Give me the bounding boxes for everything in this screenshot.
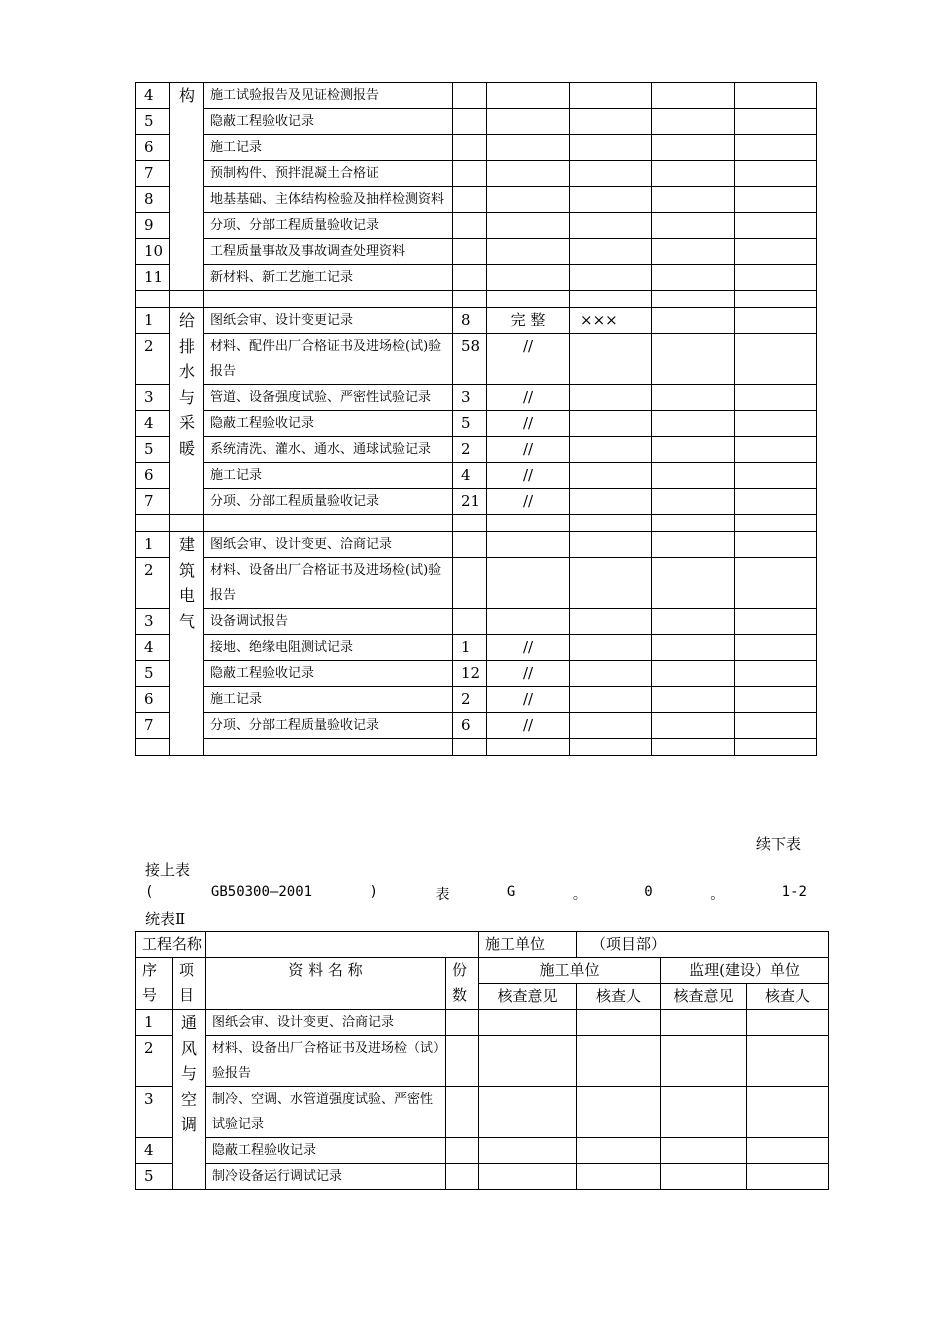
table-row: [136, 609, 817, 635]
checker-header: 核查人: [577, 984, 661, 1010]
document-name: 施工记录: [204, 687, 453, 713]
ref-table-word: 表: [435, 887, 450, 903]
row-number: 11: [136, 265, 170, 291]
row-number: 8: [136, 187, 170, 213]
document-name: 隐蔽工程验收记录: [206, 1138, 446, 1164]
header-char: 份: [452, 961, 468, 979]
row-number: 5: [136, 661, 170, 687]
row-number: 7: [136, 713, 170, 739]
category-char: 与: [179, 387, 196, 407]
document-name: 材料、配件出厂合格证书及进场检(试)验报告: [204, 334, 453, 385]
copies-count: 1: [453, 635, 487, 661]
reviewer: ×××: [570, 308, 652, 334]
copies-count: 6: [453, 713, 487, 739]
opinion-header: 核查意见: [479, 984, 577, 1010]
continued-from-note: 接上表: [145, 861, 191, 879]
category-char: 采: [179, 413, 196, 432]
table-row: [136, 687, 817, 713]
document-name: 材料、设备出厂合格证书及进场检(试)验报告: [204, 558, 453, 609]
row-number: 6: [136, 463, 170, 489]
category-char: 调: [181, 1115, 198, 1134]
document-name: 系统清洗、灌水、通水、通球试验记录: [204, 437, 453, 463]
category-char: 与: [181, 1064, 198, 1083]
document-name: 图纸会审、设计变更记录: [204, 308, 453, 334]
category-char: 风: [181, 1038, 198, 1058]
table-row: [136, 1010, 829, 1036]
review-opinion: //: [487, 713, 570, 739]
review-opinion: //: [487, 334, 570, 385]
review-opinion: 完 整: [487, 308, 570, 334]
row-number: 1: [136, 1010, 173, 1036]
review-opinion: //: [487, 437, 570, 463]
copies-header: [446, 958, 479, 1010]
category-structure: [170, 83, 204, 291]
project-name-value: [206, 932, 479, 958]
standard-reference: [145, 884, 807, 904]
row-number: 4: [136, 635, 170, 661]
construction-unit-value: （项目部）: [577, 932, 829, 958]
table-row: [136, 239, 817, 265]
header-char: 目: [179, 986, 195, 1004]
document-name: 隐蔽工程验收记录: [204, 661, 453, 687]
table-row: [136, 1164, 829, 1190]
header-char: 号: [142, 986, 158, 1004]
document-name: 分项、分部工程质量验收记录: [204, 489, 453, 515]
project-name-label: 工程名称: [136, 932, 206, 958]
copies-count: 8: [453, 308, 487, 334]
row-number: 4: [136, 83, 170, 109]
checker-header: 核查人: [747, 984, 829, 1010]
review-opinion: //: [487, 635, 570, 661]
ref-zero: 0: [644, 884, 653, 900]
table-row: [136, 135, 817, 161]
category-building-electrical: [170, 532, 204, 756]
document-name: 施工试验报告及见证检测报告: [204, 83, 453, 109]
item-header: [173, 958, 206, 1010]
review-opinion: //: [487, 411, 570, 437]
spacer-row: [136, 291, 817, 308]
category-char: 排: [179, 336, 196, 356]
review-opinion: //: [487, 489, 570, 515]
table-row: [136, 1087, 829, 1138]
category-char: 通: [181, 1013, 198, 1032]
category-char: 空: [181, 1089, 198, 1109]
row-number: 6: [136, 135, 170, 161]
table-row: [136, 161, 817, 187]
review-opinion: //: [487, 661, 570, 687]
copies-count: 5: [453, 411, 487, 437]
seq-header: [136, 958, 173, 1010]
header-char: 项: [179, 961, 195, 979]
category-char: 构: [179, 86, 196, 105]
row-number: 1: [136, 308, 170, 334]
document-name: 接地、绝缘电阻测试记录: [204, 635, 453, 661]
table-row: [136, 411, 817, 437]
document-name: 隐蔽工程验收记录: [204, 109, 453, 135]
document-name: 新材料、新工艺施工记录: [204, 265, 453, 291]
row-number: 5: [136, 1164, 173, 1190]
row-number: 4: [136, 411, 170, 437]
document-name: 图纸会审、设计变更、洽商记录: [206, 1010, 446, 1036]
document-name: 图纸会审、设计变更、洽商记录: [204, 532, 453, 558]
table-row: [136, 265, 817, 291]
header-char: 数: [452, 986, 468, 1004]
review-opinion: //: [487, 385, 570, 411]
table-row: [136, 308, 817, 334]
table-row: [136, 213, 817, 239]
document-name: 设备调试报告: [204, 609, 453, 635]
continued-note: 续下表: [756, 835, 802, 853]
row-number: 2: [136, 558, 170, 609]
document-name: 隐蔽工程验收记录: [204, 411, 453, 437]
ref-number: 1-2: [781, 884, 807, 900]
spacer-row: [136, 515, 817, 532]
ref-open-paren: (: [145, 884, 154, 900]
row-number: 6: [136, 687, 170, 713]
category-char: 给: [179, 311, 196, 330]
table-row: [136, 385, 817, 411]
table-row: [136, 558, 817, 609]
header-char: 序: [142, 961, 158, 979]
document-name: 管道、设备强度试验、严密性试验记录: [204, 385, 453, 411]
doc-name-header: 资 料 名 称: [206, 958, 446, 1010]
review-opinion: //: [487, 687, 570, 713]
table-row: [136, 532, 817, 558]
spacer-row: [136, 739, 817, 756]
category-char: 气: [179, 611, 196, 631]
document-checklist-table-upper: [135, 82, 817, 756]
document-name: 制冷设备运行调试记录: [206, 1164, 446, 1190]
copies-count: 2: [453, 687, 487, 713]
row-number: 2: [136, 334, 170, 385]
document-name: 施工记录: [204, 135, 453, 161]
row-number: 4: [136, 1138, 173, 1164]
row-number: 1: [136, 532, 170, 558]
project-header-row: [136, 932, 829, 958]
row-number: 7: [136, 489, 170, 515]
supervision-unit-header: 监理(建设）单位: [661, 958, 829, 984]
table-row: [136, 1036, 829, 1087]
review-opinion: //: [487, 463, 570, 489]
ref-standard-code: GB50300—2001: [210, 884, 313, 900]
category-char: 暖: [179, 438, 196, 458]
document-name: 制冷、空调、水管道强度试验、严密性试验记录: [206, 1087, 446, 1138]
category-hvac: [173, 1010, 206, 1190]
table-subtitle: 统表Ⅱ: [145, 910, 186, 928]
table-row: [136, 489, 817, 515]
document-name: 地基基础、主体结构检验及抽样检测资料: [204, 187, 453, 213]
copies-count: 21: [453, 489, 487, 515]
category-char: 建: [179, 535, 196, 554]
table-row: [136, 635, 817, 661]
ref-close-paren: ): [369, 884, 378, 900]
row-number: 9: [136, 213, 170, 239]
row-number: 5: [136, 437, 170, 463]
column-header-row: [136, 958, 829, 984]
copies-count: 4: [453, 463, 487, 489]
row-number: 10: [136, 239, 170, 265]
row-number: 2: [136, 1036, 173, 1087]
copies-count: 3: [453, 385, 487, 411]
document-name: 预制构件、预拌混凝土合格证: [204, 161, 453, 187]
copies-count: 58: [453, 334, 487, 385]
document-name: 分项、分部工程质量验收记录: [204, 713, 453, 739]
category-char: 水: [179, 362, 196, 381]
ref-dot: 。: [710, 887, 725, 903]
ref-letter: G: [506, 884, 516, 900]
row-number: 5: [136, 109, 170, 135]
row-number: 7: [136, 161, 170, 187]
table-row: [136, 187, 817, 213]
table-row: [136, 1138, 829, 1164]
construction-unit-header: 施工单位: [479, 958, 661, 984]
table-row: [136, 713, 817, 739]
document-name: 工程质量事故及事故调查处理资料: [204, 239, 453, 265]
table-row: [136, 83, 817, 109]
opinion-header: 核查意见: [661, 984, 747, 1010]
category-char: 电: [179, 586, 196, 605]
document-name: 施工记录: [204, 463, 453, 489]
copies-count: 12: [453, 661, 487, 687]
document-name: 分项、分部工程质量验收记录: [204, 213, 453, 239]
ref-dot: 。: [572, 887, 587, 903]
category-plumbing-heating: [170, 308, 204, 515]
copies-count: 2: [453, 437, 487, 463]
document-name: 材料、设备出厂合格证书及进场检（试）验报告: [206, 1036, 446, 1087]
category-char: 筑: [179, 560, 196, 580]
row-number: 3: [136, 1087, 173, 1138]
document-checklist-table-lower: [135, 931, 829, 1190]
row-number: 3: [136, 385, 170, 411]
table-row: [136, 437, 817, 463]
table-row: [136, 334, 817, 385]
table-row: [136, 463, 817, 489]
table-row: [136, 661, 817, 687]
construction-unit-label: 施工单位: [479, 932, 577, 958]
row-number: 3: [136, 609, 170, 635]
table-row: [136, 109, 817, 135]
